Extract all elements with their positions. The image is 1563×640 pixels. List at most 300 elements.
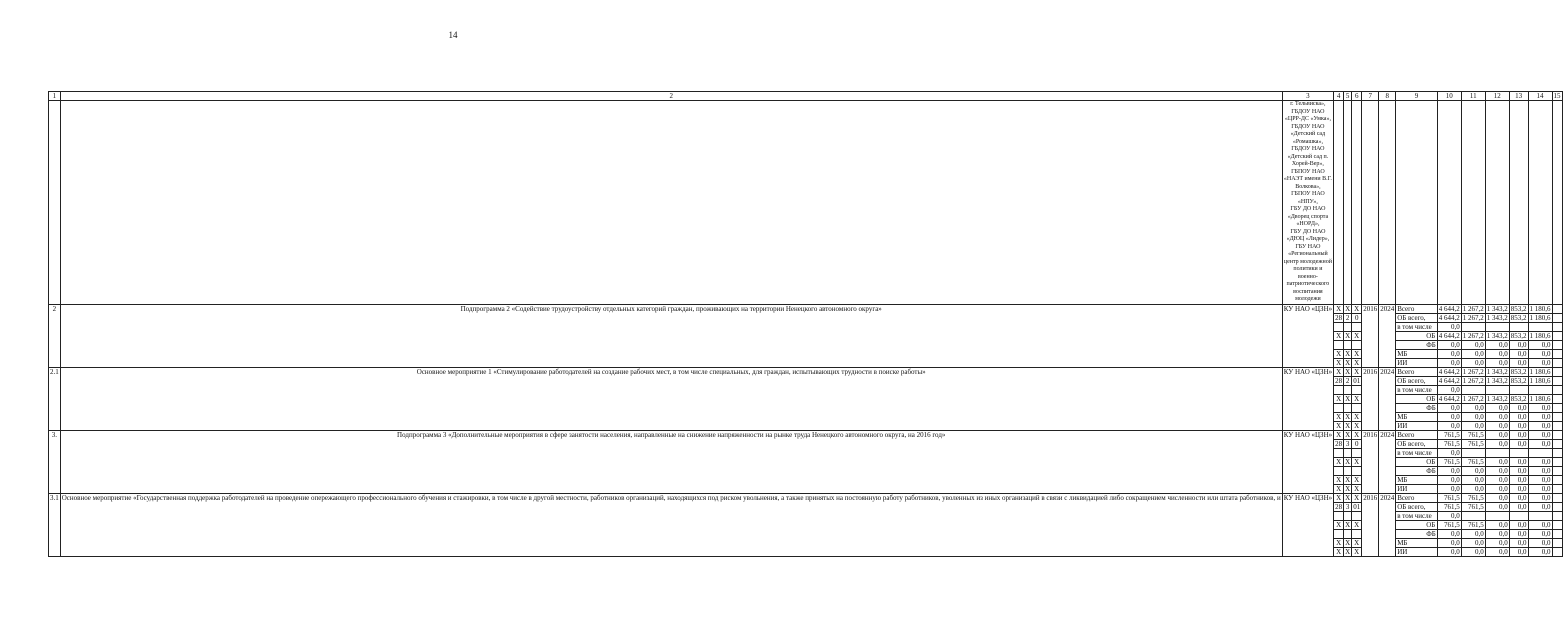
executors-list: г. Тельвиска», ГБДОУ НАО «ЦРР-ДС «Умка», ГБДОУ НАО «Детский сад «Ромашка», ГБДОУ НАО «Детский сад п. Хорей-Вер», ГБПОУ НАО «НАЭТ имени В.Г. Волкова», ГБПОУ НАО «НПУ», ГБУ ДО НАО «Дворец спорта «НОРД», ГБУ ДО НАО «ДЮЦ «Лидер», ГБУ НАО «Региональный центр молодежной политики и военно-патриотического воспитания молодежи [1283, 101, 1332, 302]
code-col-4: Х [1334, 457, 1344, 466]
table-row [49, 304, 1563, 313]
code-col-6: Х [1352, 421, 1362, 430]
code-col-4: Х [1334, 349, 1344, 358]
col-15-cell [1552, 313, 1562, 322]
value-cell: 0,0 [1485, 340, 1509, 349]
value-cell: 0,0 [1528, 349, 1552, 358]
code-col-6 [1352, 340, 1362, 349]
funding-source: ФБ [1396, 466, 1438, 475]
value-cell: 1 343,2 [1486, 367, 1508, 376]
col-15-cell [1552, 331, 1562, 340]
value-cell: 0,0 [1437, 358, 1461, 367]
row-number: 2 [49, 304, 61, 367]
col-5-header: 5 [1344, 92, 1352, 101]
col-15-cell [1552, 484, 1562, 493]
code-col-5: Х [1345, 484, 1351, 493]
start-year: 2016 [1362, 304, 1379, 367]
col-15-cell [1552, 547, 1562, 556]
code-col-5: Х [1345, 331, 1351, 340]
value-cell: 0,0 [1509, 475, 1528, 484]
value-cell [1509, 322, 1528, 331]
value-cell [1485, 322, 1509, 331]
value-cell: 0,0 [1437, 484, 1461, 493]
value-cell: 853,2 [1510, 367, 1527, 376]
col-15-cell [1552, 385, 1562, 394]
value-cell: 0,0 [1461, 358, 1485, 367]
funding-source: Всего [1396, 304, 1438, 313]
code-col-6: Х [1352, 493, 1362, 502]
value-cell: 0,0 [1485, 457, 1509, 466]
value-cell: 0,0 [1528, 520, 1552, 529]
code-col-6: Х [1352, 394, 1362, 403]
col-15-cell [1552, 538, 1562, 547]
measure-name: Основное мероприятие «Государственная поддержка работодателей на проведение опережающего профессионального обучения и стажировки, в том числе в другой местности, работников организаций, находящихся под риском увольнения, а также принятых на постоянную работу работников, уволенных из иных организаций в связи с ликвидацией либо сокращением численности или штата работников, и [60, 493, 1282, 556]
code-col-6: Х [1352, 304, 1362, 313]
code-col-6: Х [1352, 367, 1362, 376]
code-col-5: Х [1345, 412, 1351, 421]
value-cell: 0,0 [1437, 322, 1461, 331]
value-cell [1485, 511, 1509, 520]
value-cell [1528, 322, 1552, 331]
value-cell: 0,0 [1509, 412, 1528, 421]
value-cell: 0,0 [1509, 439, 1528, 448]
col-7-header: 7 [1362, 92, 1379, 101]
value-cell [1461, 322, 1485, 331]
value-cell: 0,0 [1485, 421, 1509, 430]
col-15-cell [1552, 367, 1562, 376]
code-col-5: Х [1345, 520, 1351, 529]
value-cell: 0,0 [1461, 412, 1485, 421]
funding-source: ИИ [1396, 547, 1438, 556]
funding-source: МБ [1396, 475, 1438, 484]
col-4-header: 4 [1334, 92, 1344, 101]
value-cell: 0,0 [1485, 349, 1509, 358]
value-cell: 0,0 [1509, 358, 1528, 367]
value-cell: 0,0 [1485, 520, 1509, 529]
value-cell: 0,0 [1485, 403, 1509, 412]
value-cell: 1 267,2 [1462, 394, 1484, 403]
value-cell: 1 267,2 [1462, 376, 1484, 385]
funding-source: в том числе [1396, 448, 1438, 457]
end-year: 2024 [1379, 367, 1396, 430]
col-15-cell [1552, 520, 1562, 529]
value-cell: 0,0 [1509, 520, 1528, 529]
value-cell: 4 644,2 [1438, 313, 1460, 322]
funding-source: ФБ [1396, 340, 1438, 349]
funding-source: в том числе [1396, 385, 1438, 394]
code-col-6: 01 [1353, 376, 1361, 385]
value-cell: 0,0 [1528, 439, 1552, 448]
value-cell: 0,0 [1485, 502, 1509, 511]
value-cell: 4 644,2 [1438, 376, 1460, 385]
value-cell: 0,0 [1485, 475, 1509, 484]
value-cell [1509, 385, 1528, 394]
value-cell: 0,0 [1509, 430, 1528, 439]
value-cell: 1 180,6 [1529, 331, 1551, 340]
value-cell: 0,0 [1485, 547, 1509, 556]
value-cell: 1 180,6 [1529, 304, 1551, 313]
value-cell: 0,0 [1485, 466, 1509, 475]
funding-source: ОБ всего, [1396, 313, 1438, 322]
code-col-4: Х [1334, 484, 1344, 493]
code-col-5: Х [1345, 421, 1351, 430]
col-15-cell [1552, 511, 1562, 520]
start-year: 2016 [1362, 367, 1379, 430]
start-year: 2016 [1362, 430, 1379, 493]
code-col-4: 28 [1335, 376, 1343, 385]
value-cell [1485, 448, 1509, 457]
value-cell: 0,0 [1528, 430, 1552, 439]
code-col-5 [1344, 529, 1352, 538]
code-col-5 [1344, 466, 1352, 475]
table-row [49, 367, 1563, 376]
code-col-4: Х [1334, 520, 1344, 529]
code-col-5: Х [1345, 538, 1351, 547]
col-15-cell [1552, 466, 1562, 475]
code-col-4: Х [1334, 493, 1344, 502]
value-cell: 1 343,2 [1486, 304, 1508, 313]
code-col-6: Х [1352, 538, 1362, 547]
col-11-header: 11 [1461, 92, 1485, 101]
code-col-6: 0 [1352, 439, 1362, 448]
value-cell: 0,0 [1485, 484, 1509, 493]
col-15-cell [1552, 340, 1562, 349]
value-cell: 761,5 [1461, 439, 1485, 448]
code-col-4 [1334, 466, 1344, 475]
value-cell: 761,5 [1461, 457, 1485, 466]
value-cell: 0,0 [1528, 538, 1552, 547]
value-cell: 0,0 [1528, 403, 1552, 412]
col-15-cell [1552, 475, 1562, 484]
col-15-cell [1552, 457, 1562, 466]
value-cell: 0,0 [1509, 484, 1528, 493]
measure-name: Подпрограмма 2 «Содействие трудоустройству отдельных категорий граждан, проживающих на территории Ненецкого автономного округа» [60, 304, 1282, 367]
funding-source: ИИ [1396, 358, 1438, 367]
value-cell: 0,0 [1485, 439, 1509, 448]
value-cell: 761,5 [1461, 502, 1485, 511]
code-col-4 [1334, 529, 1344, 538]
value-cell: 0,0 [1437, 511, 1461, 520]
value-cell: 0,0 [1528, 547, 1552, 556]
code-col-6: Х [1352, 430, 1362, 439]
value-cell: 0,0 [1437, 475, 1461, 484]
value-cell: 761,5 [1437, 430, 1461, 439]
code-col-4: Х [1334, 421, 1344, 430]
code-col-5: Х [1345, 493, 1351, 502]
value-cell: 1 180,6 [1529, 367, 1551, 376]
value-cell: 0,0 [1528, 358, 1552, 367]
col-13-header: 13 [1509, 92, 1528, 101]
value-cell: 0,0 [1437, 349, 1461, 358]
col-12-header: 12 [1485, 92, 1509, 101]
code-col-6: Х [1352, 412, 1362, 421]
code-col-4 [1334, 403, 1344, 412]
col-15-cell [1552, 403, 1562, 412]
funding-source: ОБ [1396, 394, 1438, 403]
value-cell: 4 644,2 [1438, 394, 1460, 403]
value-cell: 0,0 [1509, 457, 1528, 466]
col-15-cell [1552, 376, 1562, 385]
code-col-6 [1352, 403, 1362, 412]
executor-name: КУ НАО «ЦЗН» [1282, 367, 1333, 430]
code-col-4: Х [1334, 304, 1344, 313]
value-cell: 0,0 [1437, 547, 1461, 556]
value-cell: 0,0 [1437, 466, 1461, 475]
code-col-6: Х [1352, 475, 1362, 484]
value-cell: 0,0 [1461, 547, 1485, 556]
col-14-header: 14 [1528, 92, 1552, 101]
code-col-4 [1334, 322, 1344, 331]
col-3-header: 3 [1282, 92, 1333, 101]
value-cell: 761,5 [1437, 520, 1461, 529]
value-cell [1461, 448, 1485, 457]
code-col-4: Х [1334, 358, 1344, 367]
code-col-4: Х [1334, 547, 1344, 556]
value-cell: 0,0 [1509, 529, 1528, 538]
col-9-header: 9 [1396, 92, 1438, 101]
value-cell: 0,0 [1528, 484, 1552, 493]
value-cell: 0,0 [1437, 412, 1461, 421]
value-cell: 0,0 [1528, 493, 1552, 502]
page-number: 14 [448, 30, 458, 40]
value-cell: 0,0 [1509, 403, 1528, 412]
value-cell: 0,0 [1437, 448, 1461, 457]
code-col-4 [1334, 340, 1344, 349]
col-15-cell [1552, 358, 1562, 367]
value-cell: 0,0 [1461, 403, 1485, 412]
funding-source: ИИ [1396, 421, 1438, 430]
value-cell: 0,0 [1509, 538, 1528, 547]
value-cell: 853,2 [1510, 313, 1527, 322]
code-col-5 [1344, 322, 1352, 331]
code-col-5: 3 [1344, 439, 1352, 448]
col-10-header: 10 [1437, 92, 1461, 101]
funding-source: ОБ [1396, 331, 1438, 340]
value-cell: 761,5 [1437, 457, 1461, 466]
funding-source: ОБ всего, [1396, 376, 1438, 385]
value-cell: 0,0 [1437, 538, 1461, 547]
value-cell: 0,0 [1528, 529, 1552, 538]
code-col-5: Х [1345, 475, 1351, 484]
value-cell: 853,2 [1510, 304, 1527, 313]
value-cell: 1 267,2 [1462, 313, 1484, 322]
value-cell: 0,0 [1485, 493, 1509, 502]
code-col-4: 28 [1335, 502, 1343, 511]
code-col-5: Х [1345, 547, 1351, 556]
value-cell: 853,2 [1510, 376, 1527, 385]
value-cell: 0,0 [1528, 475, 1552, 484]
col-15-cell [1552, 439, 1562, 448]
value-cell [1461, 385, 1485, 394]
value-cell: 0,0 [1485, 529, 1509, 538]
value-cell: 0,0 [1509, 493, 1528, 502]
value-cell: 0,0 [1437, 340, 1461, 349]
value-cell: 0,0 [1461, 466, 1485, 475]
value-cell: 0,0 [1528, 466, 1552, 475]
value-cell: 0,0 [1509, 421, 1528, 430]
table-row [49, 493, 1563, 502]
code-col-6 [1352, 511, 1362, 520]
col-15-cell [1552, 322, 1562, 331]
code-col-6: Х [1352, 331, 1362, 340]
value-cell: 0,0 [1485, 538, 1509, 547]
value-cell: 0,0 [1437, 403, 1461, 412]
code-col-5: 3 [1344, 502, 1352, 511]
value-cell [1509, 511, 1528, 520]
col-15-cell [1552, 430, 1562, 439]
value-cell: 0,0 [1509, 349, 1528, 358]
value-cell: 1 267,2 [1462, 304, 1484, 313]
end-year: 2024 [1379, 304, 1396, 367]
value-cell: 0,0 [1461, 484, 1485, 493]
value-cell: 0,0 [1461, 538, 1485, 547]
value-cell: 761,5 [1437, 439, 1461, 448]
funding-source: Всего [1396, 493, 1438, 502]
col-15-cell [1552, 394, 1562, 403]
col-15-cell [1552, 304, 1562, 313]
value-cell: 0,0 [1437, 529, 1461, 538]
col-15-header: 15 [1553, 92, 1561, 100]
col-15-cell [1552, 421, 1562, 430]
code-col-6: 01 [1353, 502, 1361, 511]
value-cell: 0,0 [1485, 358, 1509, 367]
code-col-6: Х [1352, 457, 1362, 466]
value-cell: 761,5 [1437, 493, 1461, 502]
value-cell [1461, 511, 1485, 520]
funding-source: ОБ [1396, 520, 1438, 529]
value-cell: 0,0 [1461, 340, 1485, 349]
value-cell: 0,0 [1528, 421, 1552, 430]
code-col-6 [1352, 466, 1362, 475]
funding-source: ОБ [1396, 457, 1438, 466]
col-8-header: 8 [1379, 92, 1396, 101]
value-cell: 1 343,2 [1486, 331, 1508, 340]
header-row [49, 92, 1563, 101]
code-col-5 [1344, 448, 1352, 457]
funding-source: ФБ [1396, 403, 1438, 412]
value-cell: 0,0 [1528, 457, 1552, 466]
code-col-4: Х [1334, 412, 1344, 421]
code-col-4: Х [1334, 538, 1344, 547]
code-col-6 [1352, 448, 1362, 457]
value-cell: 761,5 [1461, 430, 1485, 439]
code-col-6: Х [1352, 358, 1362, 367]
code-col-6: Х [1352, 484, 1362, 493]
value-cell: 0,0 [1509, 340, 1528, 349]
value-cell: 4 644,2 [1438, 367, 1460, 376]
program-finance-table [48, 91, 1563, 557]
value-cell: 853,2 [1510, 331, 1527, 340]
code-col-4: Х [1334, 367, 1344, 376]
funding-source: Всего [1396, 430, 1438, 439]
value-cell [1528, 511, 1552, 520]
value-cell: 761,5 [1461, 493, 1485, 502]
continuation-row [49, 101, 1563, 305]
value-cell: 0,0 [1461, 529, 1485, 538]
value-cell: 4 644,2 [1438, 304, 1460, 313]
code-col-6 [1352, 385, 1362, 394]
funding-source: ФБ [1396, 529, 1438, 538]
value-cell [1528, 448, 1552, 457]
value-cell: 761,5 [1437, 502, 1461, 511]
end-year: 2024 [1379, 430, 1396, 493]
col-15-cell [1552, 529, 1562, 538]
code-col-5: Х [1345, 457, 1351, 466]
code-col-4: Х [1334, 475, 1344, 484]
value-cell: 1 343,2 [1486, 394, 1508, 403]
value-cell: 0,0 [1437, 421, 1461, 430]
code-col-4: Х [1334, 430, 1344, 439]
col-6-header: 6 [1352, 92, 1362, 101]
code-col-5: 2 [1344, 376, 1352, 385]
code-col-4 [1334, 448, 1344, 457]
funding-source: ОБ всего, [1396, 439, 1438, 448]
funding-source: Всего [1396, 367, 1438, 376]
funding-source: МБ [1396, 349, 1438, 358]
col-2-header: 2 [60, 92, 1282, 101]
code-col-5 [1344, 511, 1352, 520]
value-cell: 761,5 [1461, 520, 1485, 529]
value-cell: 0,0 [1485, 430, 1509, 439]
code-col-5: Х [1345, 349, 1351, 358]
code-col-6: Х [1352, 520, 1362, 529]
row-number: 3. [49, 430, 61, 493]
col-15-cell [1552, 448, 1562, 457]
col-15-cell [1552, 412, 1562, 421]
code-col-5 [1344, 385, 1352, 394]
code-col-4 [1334, 385, 1344, 394]
executor-name: КУ НАО «ЦЗН» [1282, 304, 1333, 367]
value-cell: 1 180,6 [1529, 376, 1551, 385]
value-cell [1528, 385, 1552, 394]
code-col-6: 0 [1352, 313, 1362, 322]
value-cell: 1 180,6 [1529, 313, 1551, 322]
col-15-cell [1552, 349, 1562, 358]
value-cell: 853,2 [1510, 394, 1527, 403]
row-number: 2.1 [49, 367, 61, 430]
funding-source: ИИ [1396, 484, 1438, 493]
code-col-6: Х [1352, 349, 1362, 358]
col-1-header: 1 [49, 92, 61, 101]
code-col-5 [1344, 403, 1352, 412]
code-col-6 [1352, 322, 1362, 331]
measure-name: Подпрограмма 3 «Дополнительные мероприятия в сфере занятости населения, направленные на снижение напряженности на рынке труда Ненецкого автономного округа, на 2016 год» [60, 430, 1282, 493]
code-col-6: Х [1352, 547, 1362, 556]
funding-source: МБ [1396, 412, 1438, 421]
executor-name: КУ НАО «ЦЗН» [1282, 493, 1333, 556]
funding-source: МБ [1396, 538, 1438, 547]
code-col-5: Х [1345, 304, 1351, 313]
col-15-cell [1552, 502, 1562, 511]
value-cell: 4 644,2 [1438, 331, 1460, 340]
code-col-4: 28 [1335, 439, 1343, 448]
table-row [49, 430, 1563, 439]
value-cell: 0,0 [1509, 547, 1528, 556]
value-cell: 0,0 [1528, 502, 1552, 511]
funding-source: в том числе [1396, 511, 1438, 520]
col-15-cell [1552, 493, 1562, 502]
row-number: 3.1 [49, 493, 61, 556]
code-col-5: Х [1345, 394, 1351, 403]
value-cell: 0,0 [1437, 385, 1461, 394]
code-col-6 [1352, 529, 1362, 538]
value-cell: 0,0 [1509, 466, 1528, 475]
funding-source: в том числе [1396, 322, 1438, 331]
value-cell: 1 343,2 [1486, 376, 1508, 385]
code-col-5: 2 [1344, 313, 1352, 322]
value-cell: 0,0 [1461, 421, 1485, 430]
code-col-4 [1334, 511, 1344, 520]
